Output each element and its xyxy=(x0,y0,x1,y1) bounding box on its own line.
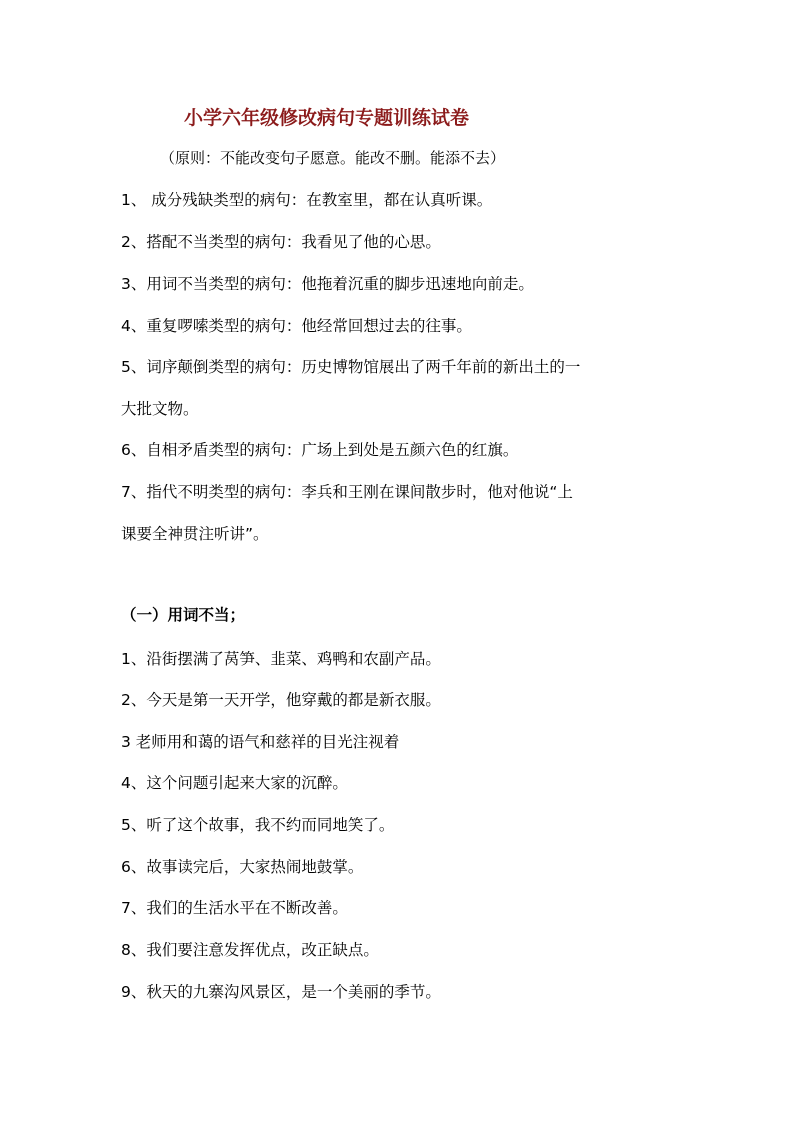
type-line-5-continued: 大批文物。 xyxy=(121,400,199,418)
type-line-1: 1、 成分残缺类型的病句：在教室里，都在认真听课。 xyxy=(121,191,493,209)
exercise-item-2: 2、今天是第一天开学，他穿戴的都是新衣服。 xyxy=(121,691,441,709)
document-title: 小学六年级修改病句专题训练试卷 xyxy=(184,107,470,129)
exercise-item-6: 6、故事读完后，大家热闹地鼓掌。 xyxy=(121,858,364,876)
exercise-item-5: 5、听了这个故事，我不约而同地笑了。 xyxy=(121,816,395,834)
exercise-item-1: 1、沿街摆满了莴笋、韭菜、鸡鸭和农副产品。 xyxy=(121,650,441,668)
type-line-6: 6、自相矛盾类型的病句：广场上到处是五颜六色的红旗。 xyxy=(121,441,519,459)
exercise-item-9: 9、秋天的九寨沟风景区，是一个美丽的季节。 xyxy=(121,983,441,1001)
type-line-4: 4、重复啰嗦类型的病句：他经常回想过去的往事。 xyxy=(121,317,472,335)
exercise-item-4: 4、这个问题引起来大家的沉醉。 xyxy=(121,774,348,792)
type-line-3: 3、用词不当类型的病句：他拖着沉重的脚步迅速地向前走。 xyxy=(121,275,534,293)
type-line-5: 5、词序颠倒类型的病句：历史博物馆展出了两千年前的新出土的一 xyxy=(121,358,581,376)
exercise-item-3: 3 老师用和蔼的语气和慈祥的目光注视着 xyxy=(121,733,400,751)
type-line-7: 7、指代不明类型的病句：李兵和王刚在课间散步时，他对他说“上 xyxy=(121,483,573,501)
type-line-2: 2、搭配不当类型的病句：我看见了他的心思。 xyxy=(121,233,441,251)
principle-note: （原则：不能改变句子愿意。能改不删。能添不去） xyxy=(160,149,506,167)
exercise-item-7: 7、我们的生活水平在不断改善。 xyxy=(121,899,348,917)
exercise-item-8: 8、我们要注意发挥优点，改正缺点。 xyxy=(121,941,379,959)
section-heading-word-misuse: （一）用词不当； xyxy=(121,606,246,624)
type-line-7-continued: 课要全神贯注听讲”。 xyxy=(121,525,269,543)
